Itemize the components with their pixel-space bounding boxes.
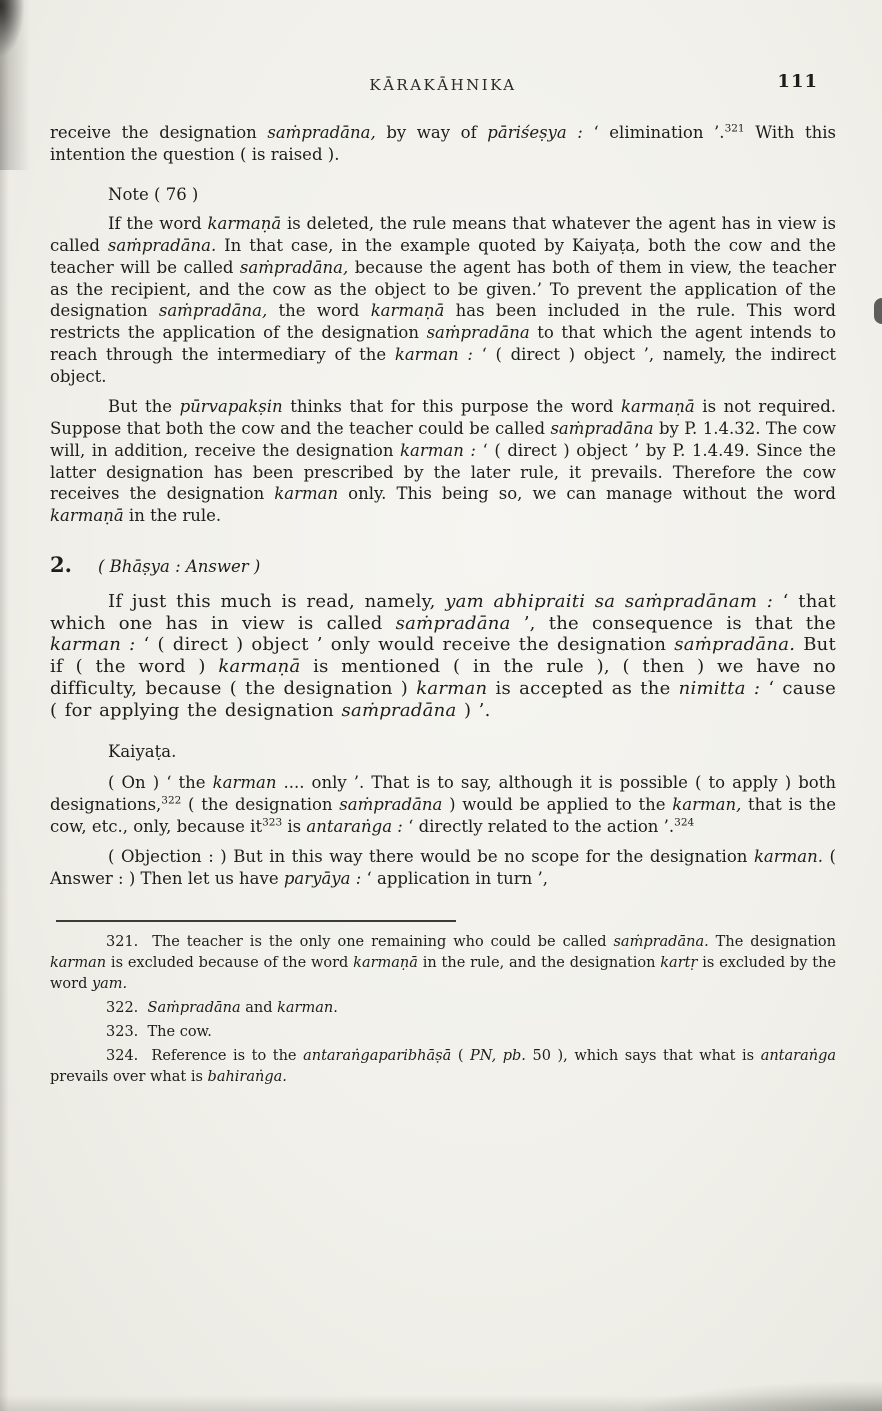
text-segment: In that case, in the example quoted by Kaiyaṭa, both the cow and the teacher will be called [50,236,836,277]
italic-term: saṁpradāna [341,699,457,721]
text-segment: Note ( 76 ) [108,184,199,204]
italic-term: PN, pb. [470,1048,526,1064]
footnote-ref: 321 [724,122,745,135]
continued-paragraph [50,122,836,166]
italic-term: Saṁpradāna [147,999,241,1016]
scan-shadow-top-left [0,0,40,170]
page-header [50,71,836,100]
kaiyata-heading [50,741,836,763]
italic-term: saṁpradāna. [107,236,217,256]
text-segment: If just this much is read, namely, [108,590,446,612]
text-segment: ( Answer : ) Then let us have [50,847,836,889]
italic-term: karman : [400,440,476,460]
italic-term: saṁpradāna [395,612,511,634]
text-segment: 2. [50,552,72,578]
italic-term: saṁpradāna [339,794,443,814]
italic-term: nimitta : [678,677,761,699]
italic-term: saṁpradāna [426,323,530,343]
text-segment: ’, the consequence is that the [510,612,836,634]
text-segment: ‘ ( direct ) object ’ only would receive the designation [135,634,675,656]
bhasya-paragraph [50,591,836,722]
text-segment: thinks that for this purpose the word [282,397,622,417]
text-segment: that is the cow, etc., only, because it [50,794,836,836]
text-segment: ‘ that which one has in view is called [50,590,836,634]
italic-term: yam. [91,975,128,992]
text-segment: But if ( the word ) [50,634,836,678]
text-segment: is excluded because of the word [106,954,354,971]
italic-term: karman. [277,999,338,1016]
scan-shadow-bottom-edge [0,1395,882,1411]
text-segment: 324. Reference is to the [106,1048,304,1064]
scan-mark-right-edge [874,298,882,324]
italic-term: paryāya : [283,869,362,889]
italic-term: saṁpradāna, [158,301,268,321]
italic-term: bahiraṅga. [207,1069,287,1086]
italic-term: kartṛ [660,954,698,971]
italic-term: saṁpradāna [550,419,654,439]
text-segment: is [282,816,307,836]
footnote-ref: 323 [262,816,283,829]
text-segment: ( On ) ‘ the [108,773,213,793]
italic-term: karmaṇā [207,214,282,234]
text-segment: ( the designation [181,794,340,814]
text-segment: ( [451,1048,471,1064]
text-segment: The designation [708,933,836,950]
italic-term: saṁpradāna. [613,933,709,950]
purvapaksin-paragraph [50,396,836,527]
footnote-321 [50,932,836,995]
footnote-324 [50,1046,836,1088]
scan-shadow-left-edge [0,0,9,1411]
italic-term: pūrvapakṣin [179,397,283,417]
text-segment: ) would be applied to the [442,794,673,814]
italic-term: karmaṇā [370,301,445,321]
text-segment: .... only ’. That is to say, although it is possible ( to apply ) both designations, [50,773,836,814]
text-segment: in the rule, and the designation [417,954,661,971]
text-segment: With this intention the question ( is raised ). [50,123,836,164]
text-segment: Kaiyaṭa. [108,742,177,762]
text-segment: ‘ elimination ’. [582,123,725,142]
italic-term: pāriśeṣya : [487,123,583,142]
text-segment: 323. The cow. [106,1023,212,1040]
kaiyata-paragraph [50,772,836,837]
footnote-ref: 322 [161,794,182,807]
scan-shadow-bottom-right [642,1381,882,1411]
text-segment: is deleted, the rule means that whatever the agent has in view is called [50,214,836,256]
italic-term: karman. [753,847,824,867]
text-segment: ( Objection : ) But in this way there would be no scope for the designation [108,847,754,867]
text-segment: ) ’. [456,699,491,721]
text-segment: to that which the agent intends to reach through the intermediary of the [50,323,836,364]
italic-term: karman [416,677,488,699]
text-segment: is accepted as the [487,677,679,699]
text-segment: ‘ cause ( for applying the designation [50,677,836,721]
italic-term: antaraṅga [760,1048,836,1064]
footnote-323 [50,1022,836,1043]
text-segment: 321. The teacher is the only one remaining who could be called [106,933,614,950]
text-segment: ‘ ( direct ) object ’, namely, the indirect object. [50,344,836,386]
note-heading [50,184,836,206]
text-segment: is not required. Suppose that both the cow and the teacher could be called [50,397,837,439]
italic-term: karmaṇā [50,506,124,526]
italic-term: antaraṅgaparibhāṣā [303,1048,452,1064]
text-segment: has been included in the rule. This word restricts the application of the designation [50,301,836,343]
italic-term: karmaṇā [621,397,695,417]
italic-term: karman [274,484,339,504]
italic-term: karmaṇā [218,656,301,678]
text-segment: ‘ application in turn ’, [361,869,548,889]
text-segment: 50 ), which says that what is [525,1048,761,1064]
italic-term: karmaṇā [353,954,418,971]
text-segment: 322. [106,999,148,1016]
section-heading [50,551,836,579]
footnote-divider [56,920,456,922]
italic-term: karman : [394,344,473,364]
text-segment: ‘ ( direct ) object ’ by P. 1.4.49. Since the latter designation has been prescribed by the later rule, it prevails. Therefore the cow receives the designation [50,440,836,504]
italic-term: antaraṅga : [306,816,403,836]
text-segment: If the word [108,214,208,234]
footnotes-section [50,932,836,1088]
footnote-322 [50,998,836,1019]
italic-term: karman [50,954,107,971]
footnote-ref: 324 [674,816,695,829]
text-segment: But the [108,397,180,417]
page-body [50,122,836,890]
objection-paragraph [50,846,836,890]
note-paragraph [50,213,836,387]
text-segment: receive the designation [50,123,268,142]
italic-term: karman : [50,634,136,656]
text-segment: prevails over what is [50,1069,208,1086]
text-segment: by way of [375,123,488,142]
running-header-title: KĀRAKĀHNIKA [369,76,517,94]
text-segment: because the agent has both of them in view, the teacher as the recipient, and the cow as the object to be given.’ To prevent the application of the designation [50,257,836,321]
italic-term: yam abhipraiti sa saṁpradānam : [445,590,774,612]
page-number: 111 [777,71,818,92]
italic-term: karman [212,773,277,793]
italic-term: karman, [672,794,742,814]
italic-term: saṁpradāna, [239,257,349,277]
text-segment: in the rule. [123,506,222,526]
text-segment: ‘ directly related to the action ’. [402,816,675,836]
text-segment: is excluded by the word [50,954,836,992]
text-segment: only. This being so, we can manage without the word [338,484,836,504]
text-segment: is mentioned ( in the rule ), ( then ) we have no difficulty, because ( the designation ) [50,656,836,699]
italic-term: saṁpradāna. [674,634,796,656]
text-segment: the word [267,301,371,321]
text-segment: and [240,999,278,1016]
italic-term: saṁpradāna, [267,123,376,142]
text-segment: by P. 1.4.32. The cow will, in addition, receive the designation [50,419,836,460]
italic-term: ( Bhāṣya : Answer ) [97,557,261,577]
